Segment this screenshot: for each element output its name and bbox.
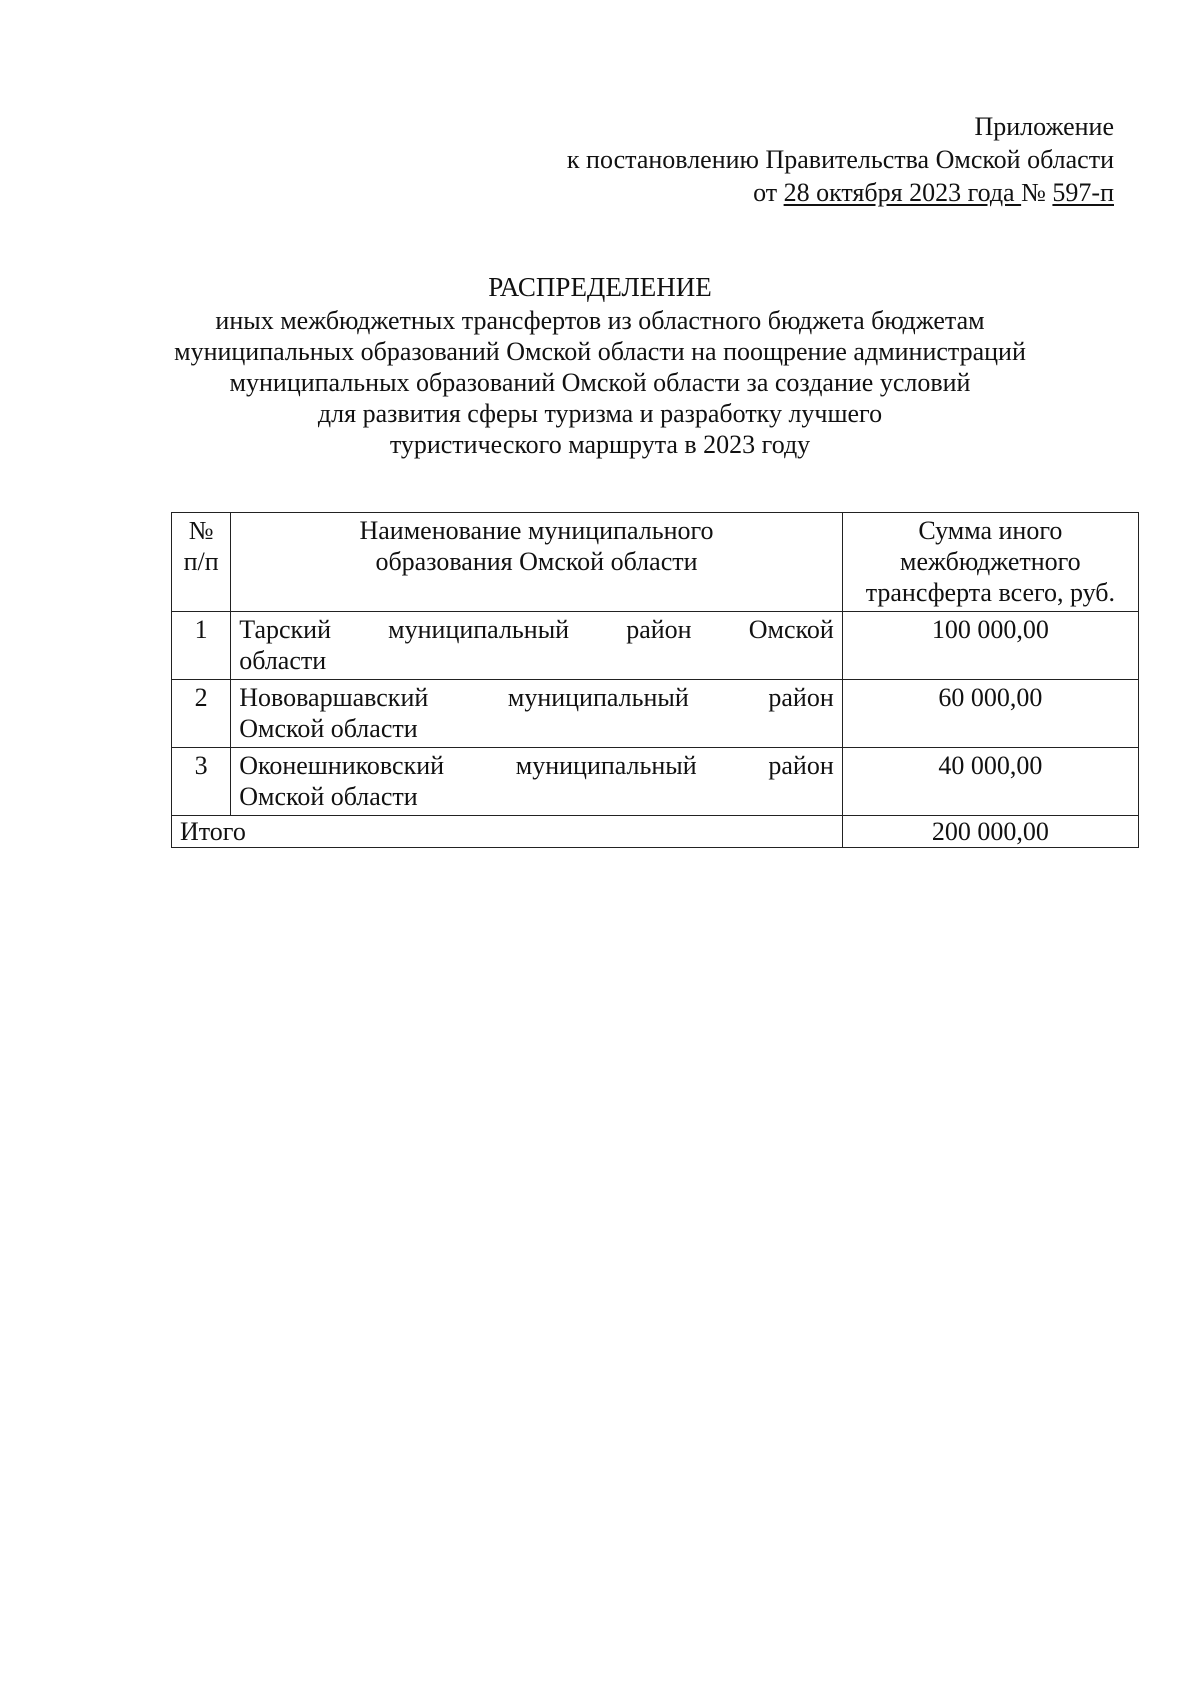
heading-line: муниципальных образований Омской области на поощрение администраций	[174, 337, 1026, 366]
total-sum: 200 000,00	[842, 816, 1138, 848]
header-name-line: Наименование муниципального	[359, 516, 714, 545]
row-sum: 40 000,00	[842, 748, 1138, 816]
row-name-line: Тарский муниципальный район Омской	[239, 615, 834, 644]
row-name	[231, 748, 843, 816]
annex-reference: к постановлению Правительства Омской области	[566, 145, 1114, 174]
header-sum-line: межбюджетного	[900, 547, 1081, 576]
header-sum-line: Сумма иного	[918, 516, 1063, 545]
row-name-line: области	[239, 646, 327, 675]
heading-line: муниципальных образований Омской области за создание условий	[229, 368, 971, 397]
row-number: 1	[172, 612, 231, 680]
row-name-line: Оконешниковский муниципальный район	[239, 751, 834, 780]
header-sum	[842, 513, 1138, 612]
table-row	[172, 680, 1139, 748]
header-number-line: п/п	[183, 547, 219, 576]
annex-date-prefix: от	[753, 178, 784, 207]
row-name	[231, 680, 843, 748]
document-heading	[0, 272, 1200, 460]
document-title: РАСПРЕДЕЛЕНИЕ	[488, 272, 712, 302]
table-total-row	[172, 816, 1139, 848]
row-number: 2	[172, 680, 231, 748]
heading-line: туристического маршрута в 2023 году	[389, 430, 811, 459]
annex-block	[567, 110, 1114, 209]
row-number: 3	[172, 748, 231, 816]
annex-number: 597-п	[1052, 178, 1114, 207]
header-name	[231, 513, 843, 612]
annex-date: 28 октября 2023 года	[783, 178, 1022, 207]
header-number	[172, 513, 231, 612]
header-sum-line: трансферта всего, руб.	[865, 578, 1116, 607]
heading-line: для развития сферы туризма и разработку лучшего	[317, 399, 883, 428]
row-sum: 100 000,00	[842, 612, 1138, 680]
annex-number-sign: №	[1021, 178, 1053, 207]
annex-date-number	[567, 176, 1114, 209]
heading-line: иных межбюджетных трансфертов из областного бюджета бюджетам	[215, 306, 985, 335]
table-row	[172, 748, 1139, 816]
table-row	[172, 612, 1139, 680]
annex-title: Приложение	[974, 112, 1114, 141]
total-label: Итого	[172, 816, 843, 848]
distribution-table	[171, 512, 1139, 848]
row-name-line: Омской области	[239, 782, 418, 811]
row-sum: 60 000,00	[842, 680, 1138, 748]
row-name-line: Нововаршавский муниципальный район	[239, 683, 834, 712]
table-header-row	[172, 513, 1139, 612]
header-number-line: №	[188, 516, 214, 545]
row-name	[231, 612, 843, 680]
header-name-line: образования Омской области	[375, 547, 698, 576]
row-name-line: Омской области	[239, 714, 418, 743]
